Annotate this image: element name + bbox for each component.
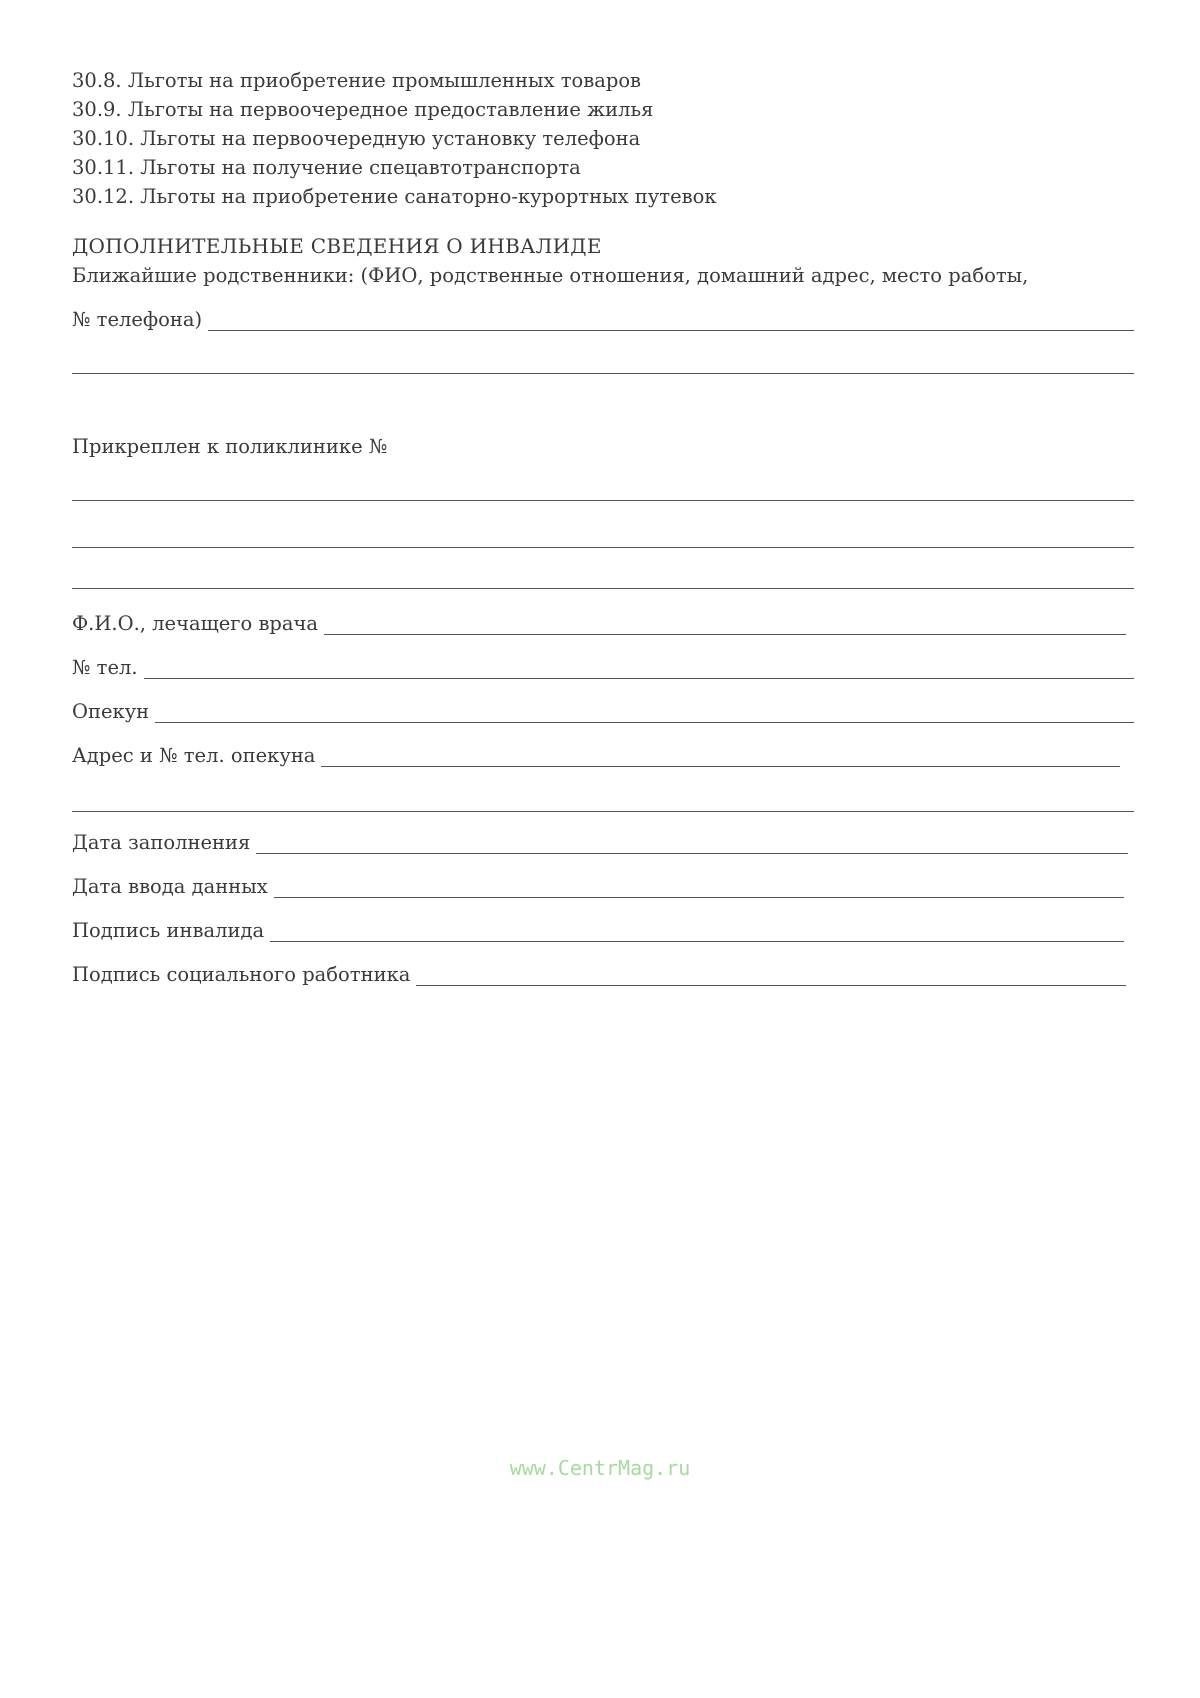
fill-date-line[interactable] (256, 831, 1128, 854)
fill-date-field[interactable] (72, 824, 1128, 854)
worker-signature-label: Подпись социального работника (72, 963, 411, 986)
worker-signature-field[interactable] (72, 956, 1126, 986)
polyclinic-label: Прикреплен к поликлинике № (72, 435, 388, 458)
phone-label: № телефона) (72, 308, 203, 331)
doctor-label: Ф.И.О., лечащего врача (72, 612, 319, 635)
relatives-phone-field[interactable] (72, 301, 1134, 331)
guardian-address-label: Адрес и № тел. опекуна (72, 744, 316, 767)
guardian-field[interactable] (72, 693, 1134, 723)
fill-date-label: Дата заполнения (72, 831, 251, 854)
list-item: 30.9. Льготы на первоочередное предоставление жилья (72, 98, 654, 121)
relatives-label: Ближайшие родственники: (ФИО, родственные отношения, домашний адрес, место работы, (72, 264, 1029, 287)
doctor-field[interactable] (72, 605, 1126, 635)
list-item: 30.12. Льготы на приобретение санаторно-курортных путевок (72, 185, 717, 208)
tel-field[interactable] (72, 649, 1134, 679)
section-heading: ДОПОЛНИТЕЛЬНЫЕ СВЕДЕНИЯ О ИНВАЛИДЕ (72, 234, 602, 258)
tel-label: № тел. (72, 656, 138, 679)
guardian-line[interactable] (155, 700, 1134, 723)
relatives-extra-line[interactable] (72, 351, 1134, 374)
form-page (72, 66, 1134, 986)
polyclinic-field (72, 428, 1134, 458)
polyclinic-line-3[interactable] (72, 566, 1134, 589)
guardian-address-line[interactable] (321, 744, 1120, 767)
entry-date-field[interactable] (72, 868, 1124, 898)
relatives-phone-line[interactable] (208, 308, 1134, 331)
entry-date-line[interactable] (274, 875, 1124, 898)
list-item: 30.10. Льготы на первоочередную установку телефона (72, 127, 641, 150)
worker-signature-line[interactable] (416, 963, 1126, 986)
entry-date-label: Дата ввода данных (72, 875, 268, 898)
guardian-label: Опекун (72, 700, 150, 723)
doctor-line[interactable] (324, 612, 1126, 635)
list-item: 30.11. Льготы на получение спецавтотранспорта (72, 156, 581, 179)
invalid-signature-field[interactable] (72, 912, 1124, 942)
guardian-address-field[interactable] (72, 737, 1120, 767)
polyclinic-line-1[interactable] (72, 478, 1134, 501)
invalid-signature-label: Подпись инвалида (72, 919, 265, 942)
polyclinic-line-2[interactable] (72, 525, 1134, 548)
benefits-list (72, 66, 1134, 211)
invalid-signature-line[interactable] (270, 919, 1124, 942)
list-item: 30.8. Льготы на приобретение промышленных товаров (72, 69, 642, 92)
guardian-address-extra-line[interactable] (72, 789, 1134, 812)
tel-line[interactable] (144, 656, 1134, 679)
watermark: www.CentrMag.ru (509, 1456, 691, 1480)
